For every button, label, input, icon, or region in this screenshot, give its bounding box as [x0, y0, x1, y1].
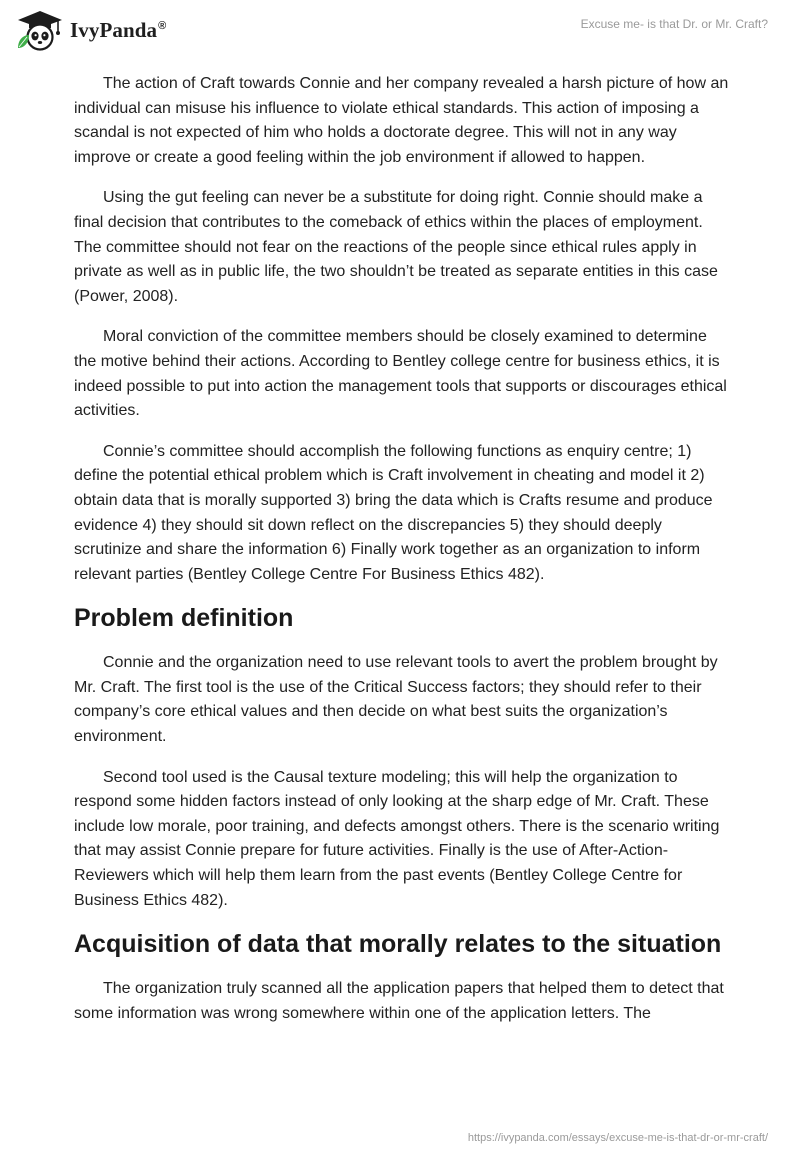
essay-body [74, 72, 730, 1042]
section-heading-acquisition-of-data: Acquisition of data that morally relates to the situation [74, 930, 722, 959]
page-header [0, 0, 800, 62]
brand-logo[interactable] [14, 8, 166, 52]
paragraph: Second tool used is the Causal texture modeling; this will help the organization to respond some hidden factors instead of only looking at the sharp edge of Mr. Craft. These include low morale, poor training, and defects amongst others. There is the scenario writing that may assist Connie prepare for future activities. Finally is the use of After-Action-Reviewers which will help them learn from the past events (Bentley College Centre for Business Ethics 482). [74, 768, 720, 909]
paragraph: Using the gut feeling can never be a substitute for doing right. Connie should make a final decision that contributes to the comeback of ethics within the places of employment. The committee should not fear on the reactions of the people since ethical rules apply in private as well as in public life, the two shouldn’t be treated as separate entities in this case (Power, 2008). [74, 189, 718, 305]
panda-graduation-cap-icon [14, 8, 66, 52]
paragraph: Connie’s committee should accomplish the following functions as enquiry centre; 1) define the potential ethical problem which is Craft involvement in cheating and model it 2) obtain data that is morally supported 3) bring the data which is Crafts resume and produce evidence 4) they should sit down reflect on the discrepancies 5) they should deeply scrutinize and share the information 6) Finally work together as an organization to inform relevant parties (Bentley College Centre For Business Ethics 482). [74, 442, 713, 583]
document-title: Excuse me- is that Dr. or Mr. Craft? [580, 17, 768, 31]
brand-name: IvyPanda® [70, 17, 167, 42]
section-heading-problem-definition: Problem definition [74, 604, 294, 633]
source-url-link[interactable]: https://ivypanda.com/essays/excuse-me-is-that-dr-or-mr-craft/ [467, 1132, 768, 1144]
paragraph: Connie and the organization need to use relevant tools to avert the problem brought by Mr. Craft. The first tool is the use of the Critical Success factors; they should refer to their company’s core ethical values and then decide on what best suits the organization’s environment. [74, 654, 718, 746]
paragraph: Moral conviction of the committee members should be closely examined to determine the motive behind their actions. According to Bentley college centre for business ethics, it is indeed possible to put into action the management tools that supports or discourages ethical activities. [74, 328, 727, 420]
registered-mark: ® [158, 19, 167, 32]
paragraph: The organization truly scanned all the application papers that helped them to detect that some information was wrong somewhere within one of the application letters. The [74, 980, 724, 1022]
paragraph: The action of Craft towards Connie and her company revealed a harsh picture of how an individual can misuse his influence to violate ethical standards. This action of imposing a scandal is not expected of him who holds a doctorate degree. This will not in any way improve or create a good feeling within the job environment if allowed to happen. [74, 75, 729, 166]
